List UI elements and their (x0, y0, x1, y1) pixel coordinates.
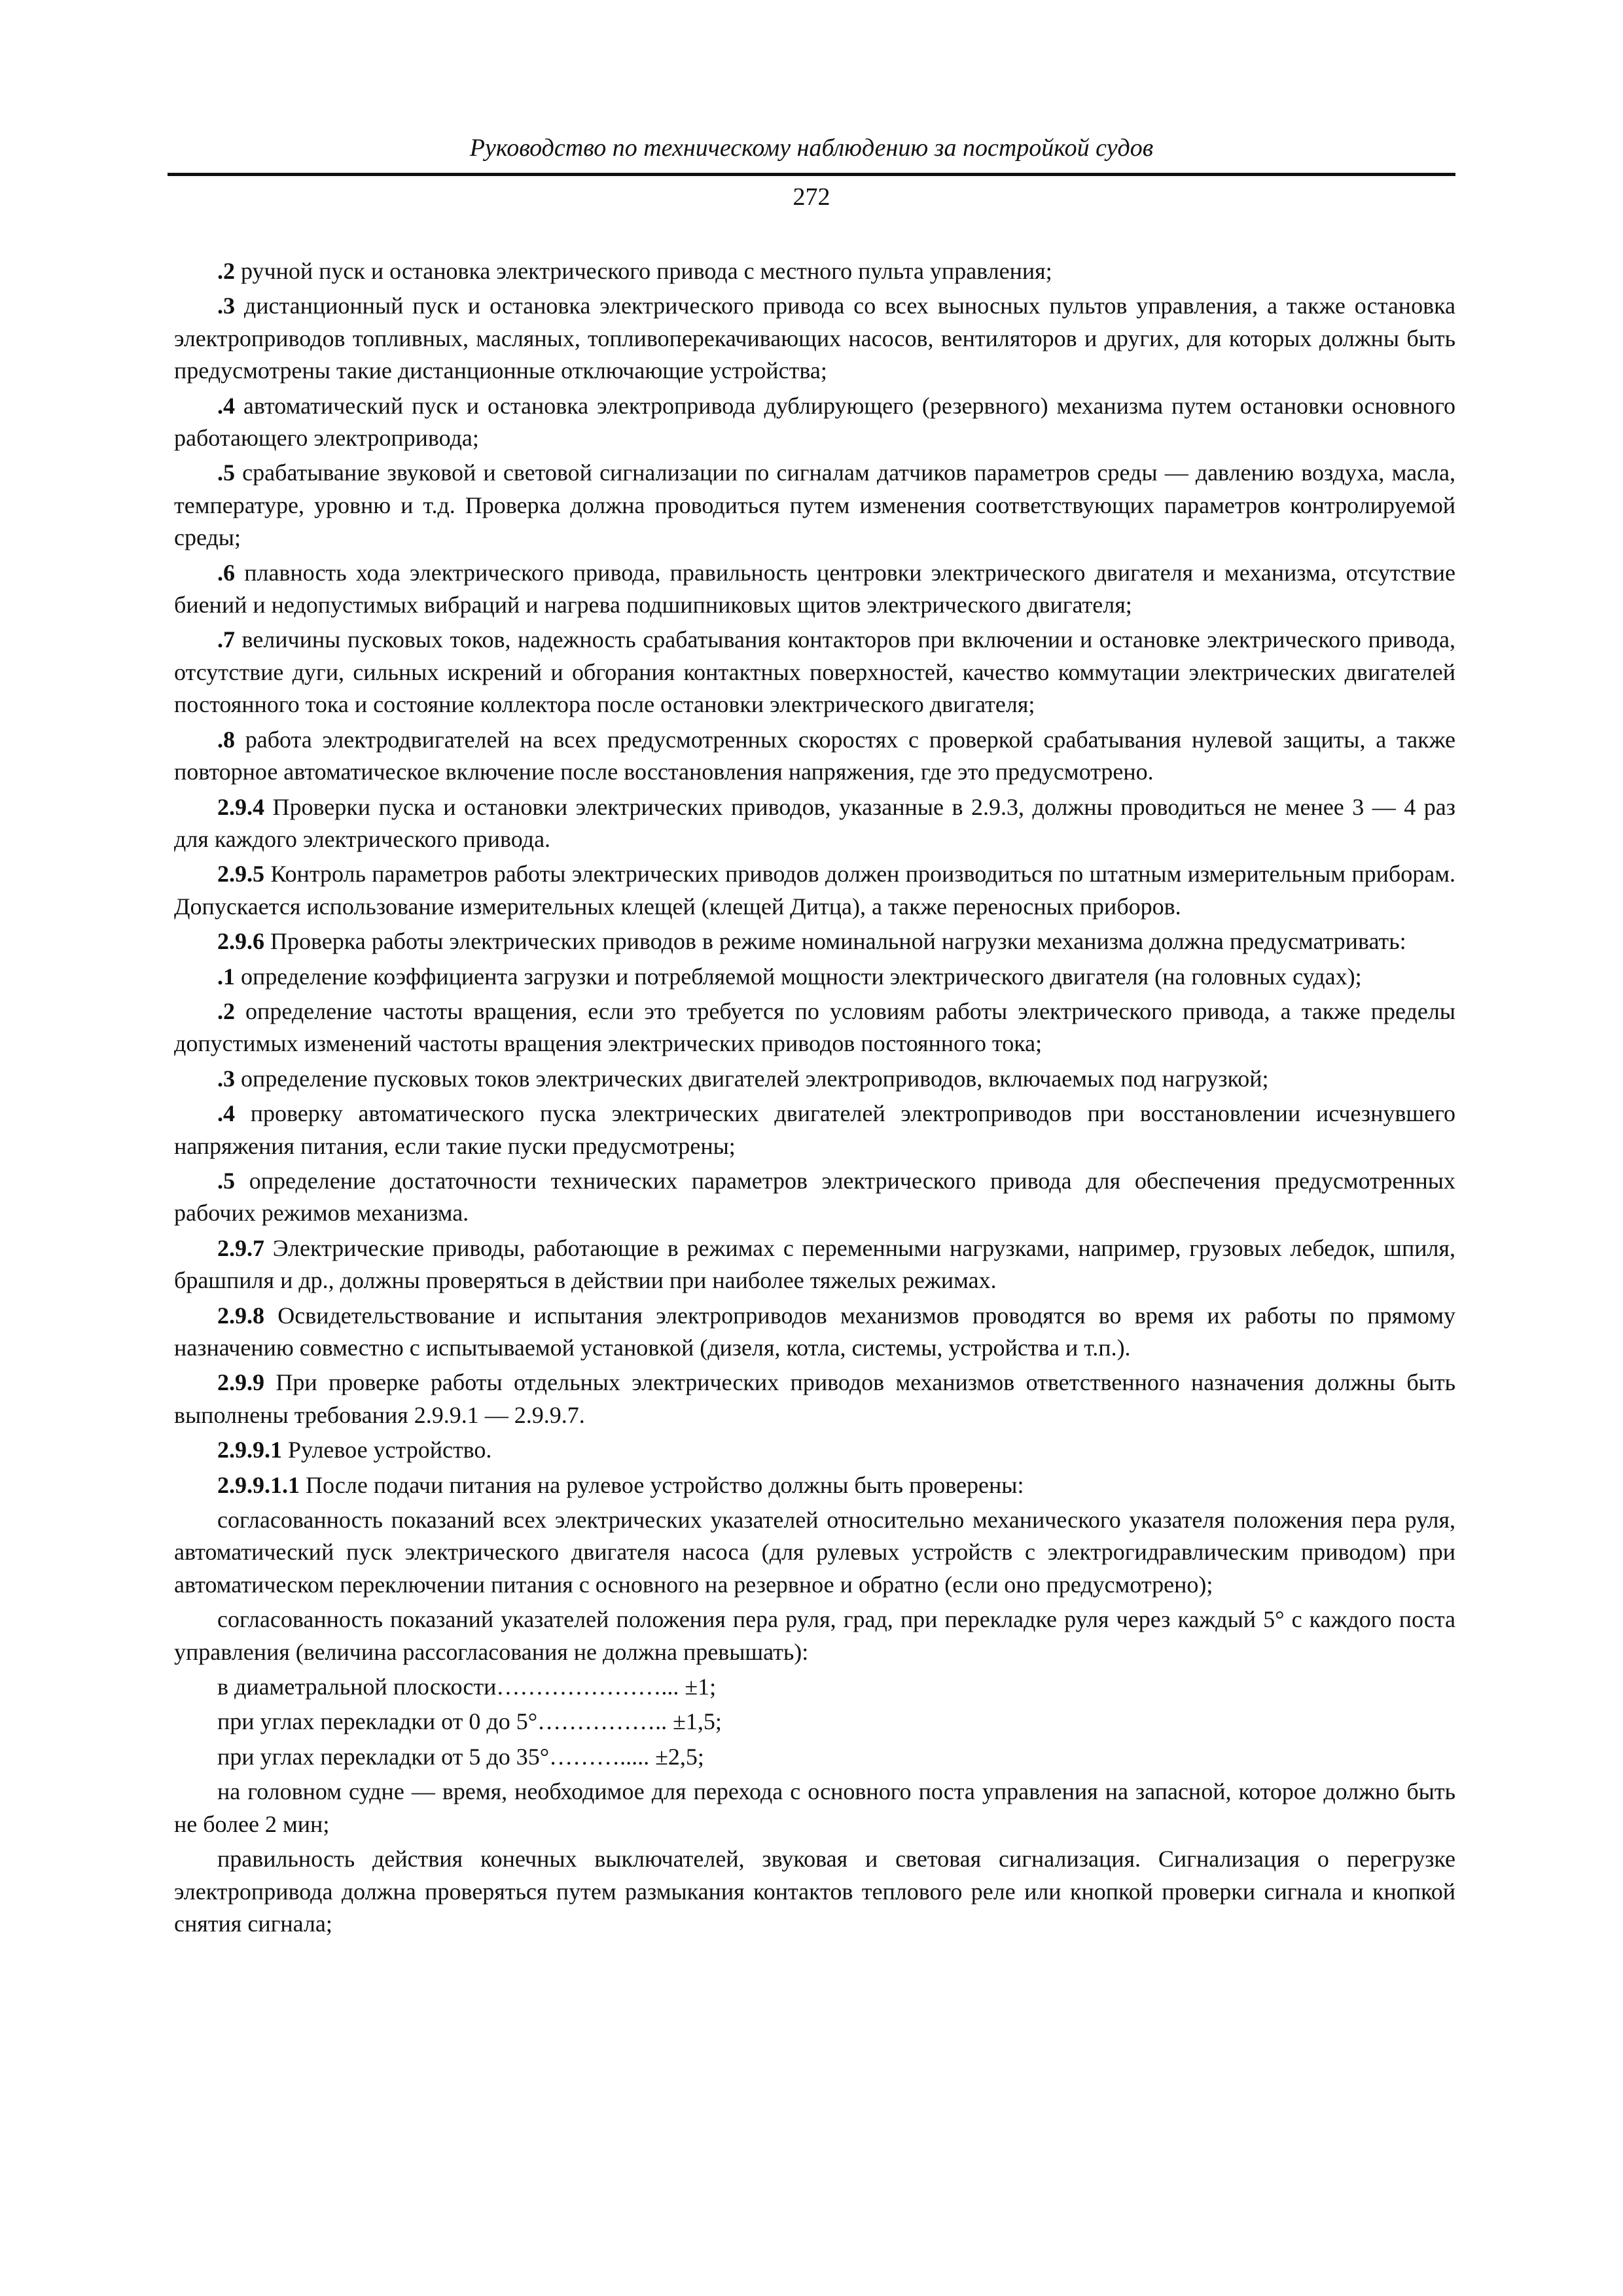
paragraph-text: согласованность показаний всех электрических указателей относительно механического указателя положения пера руля, автоматический пуск электрического двигателя насоса (для рулевых устройств с электрогидравлическим приводом) при автоматическом переключении питания с основного на резервное и обратно (если оно предусмотрено); (174, 1507, 1455, 1598)
paragraph (174, 1469, 1455, 1501)
paragraph (174, 1063, 1455, 1095)
paragraph-text: при углах перекладки от 0 до 5°…………….. ±1,5; (217, 1708, 722, 1735)
paragraph-number: 2.9.9.1.1 (217, 1471, 300, 1498)
paragraph-text: работа электродвигателей на всех предусмотренных скоростях с проверкой срабатывания нулевой защиты, а также повторное автоматическое включение после восстановления напряжения, где это предусмотрено. (174, 726, 1455, 785)
paragraph-text: Электрические приводы, работающие в режимах с переменными нагрузками, например, грузовых лебедок, шпиля, брашпиля и др., должны проверяться в действии при наиболее тяжелых режимах. (174, 1234, 1455, 1294)
header-divider (168, 173, 1455, 176)
paragraph (174, 1706, 1455, 1738)
paragraph (174, 390, 1455, 455)
running-header-title: Руководство по техническому наблюдению за постройкой судов (469, 134, 1154, 162)
paragraph-number: .4 (217, 392, 235, 419)
paragraph (174, 858, 1455, 923)
paragraph-number: .4 (217, 1100, 235, 1127)
paragraph-number: 2.9.5 (217, 861, 264, 888)
paragraph-text: при углах перекладки от 5 до 35°………..... ±2,5; (217, 1743, 704, 1770)
paragraph-text: При проверке работы отдельных электрических приводов механизмов ответственного назначения должны быть выполнены требования 2.9.9.1 — 2.9.9.7. (174, 1369, 1455, 1428)
paragraph-number: .5 (217, 459, 235, 486)
paragraph (174, 290, 1455, 387)
paragraph-text: величины пусковых токов, надежность срабатывания контакторов при включении и остановке электрического привода, отсутствие дуги, сильных искрений и обгорания контактных поверхностей, качество коммутации электрических двигателей постоянного тока и состояние коллектора после остановки электрического двигателя; (174, 626, 1455, 718)
paragraph (174, 1098, 1455, 1162)
paragraph (174, 791, 1455, 856)
paragraph (174, 724, 1455, 789)
paragraph (174, 1741, 1455, 1773)
paragraph-text: правильность действия конечных выключателей, звуковая и световая сигнализация. Сигнализация о перегрузке электропривода должна проверяться путем размыкания контактов теплового реле или кнопкой проверки сигнала и кнопкой снятия сигнала; (174, 1846, 1455, 1937)
paragraph-number: .1 (217, 963, 235, 990)
paragraph-text: Освидетельствование и испытания электроприводов механизмов проводятся во время их работы по прямому назначению совместно с испытываемой установкой (дизеля, котла, системы, устройства и т.п.). (174, 1302, 1455, 1361)
paragraph (174, 255, 1455, 287)
paragraph-number: 2.9.9 (217, 1369, 264, 1396)
paragraph (174, 1300, 1455, 1365)
paragraph (174, 1367, 1455, 1431)
paragraph-text: дистанционный пуск и остановка электрического привода со всех выносных пультов управления, а также остановка электроприводов топливных, масляных, топливоперекачивающих насосов, вентиляторов и других, для которых должны быть предусмотрены такие дистанционные отключающие устройства; (174, 293, 1455, 384)
paragraph (174, 557, 1455, 622)
paragraph-number: 2.9.9.1 (217, 1437, 282, 1463)
paragraph-text: Проверка работы электрических приводов в режиме номинальной нагрузки механизма должна предусматривать: (264, 928, 1406, 955)
paragraph (174, 1604, 1455, 1668)
paragraph-text: согласованность показаний указателей положения пера руля, град, при перекладке руля через каждый 5° с каждого поста управления (величина рассогласования не должна превышать): (174, 1606, 1455, 1665)
paragraph-text: на головном судне — время, необходимое для перехода с основного поста управления на запасной, которое должно быть не более 2 мин; (174, 1778, 1455, 1837)
paragraph (174, 1232, 1455, 1297)
paragraph (174, 925, 1455, 958)
paragraph-number: .5 (217, 1167, 235, 1194)
paragraph-text: срабатывание звуковой и световой сигнализации по сигналам датчиков параметров среды — давлению воздуха, масла, температуре, уровню и т.д. Проверка должна проводиться путем изменения соответствующих параметров контролируемой среды; (174, 459, 1455, 551)
paragraph-text: в диаметральной плоскости…………………... ±1; (217, 1674, 717, 1700)
paragraph-text: определение частоты вращения, если это требуется по условиям работы электрического привода, а также пределы допустимых изменений частоты вращения электрических приводов постоянного тока; (174, 997, 1455, 1057)
paragraph-number: .3 (217, 293, 235, 319)
paragraph-text: определение пусковых токов электрических двигателей электроприводов, включаемых под нагрузкой; (235, 1065, 1269, 1092)
paragraph-number: .7 (217, 626, 235, 653)
paragraph-number: 2.9.6 (217, 928, 264, 955)
paragraph (174, 624, 1455, 721)
paragraph-text: Контроль параметров работы электрических приводов должен производиться по штатным измерительным приборам. Допускается использование измерительных клещей (клещей Дитца), а также переносных приборов. (174, 861, 1455, 920)
paragraph-number: 2.9.4 (217, 793, 264, 820)
paragraph-text: автоматический пуск и остановка электропривода дублирующего (резервного) механизма путем остановки основного работающего электропривода; (174, 392, 1455, 452)
paragraph-text: После подачи питания на рулевое устройство должны быть проверены: (300, 1471, 1024, 1498)
paragraph-number: .2 (217, 997, 235, 1024)
paragraph-number: .6 (217, 559, 235, 586)
paragraph-text: Рулевое устройство. (282, 1437, 492, 1463)
paragraph-number: .8 (217, 726, 235, 753)
paragraph (174, 1843, 1455, 1940)
paragraph-number: .2 (217, 258, 235, 284)
paragraph-text: ручной пуск и остановка электрического привода с местного пульта управления; (235, 258, 1052, 284)
paragraph-text: определение коэффициента загрузки и потребляемой мощности электрического двигателя (на головных судах); (235, 963, 1362, 990)
paragraph (174, 1165, 1455, 1230)
paragraph (174, 1504, 1455, 1601)
paragraph-number: 2.9.7 (217, 1234, 264, 1261)
paragraph-text: проверку автоматического пуска электрических двигателей электроприводов при восстановлении исчезнувшего напряжения питания, если такие пуски предусмотрены; (174, 1100, 1455, 1159)
paragraph (174, 1776, 1455, 1840)
paragraph-text: определение достаточности технических параметров электрического привода для обеспечения предусмотренных рабочих режимов механизма. (174, 1167, 1455, 1227)
paragraph (174, 996, 1455, 1060)
page-number: 272 (793, 183, 830, 211)
paragraph (174, 961, 1455, 993)
paragraph-text: Проверки пуска и остановки электрических приводов, указанные в 2.9.3, должны проводиться не менее 3 — 4 раз для каждого электрического привода. (174, 793, 1455, 852)
paragraph (174, 457, 1455, 554)
paragraph-text: плавность хода электрического привода, правильность центровки электрического двигателя и механизма, отсутствие биений и недопустимых вибраций и нагрева подшипниковых щитов электрического двигателя; (174, 559, 1455, 619)
paragraph (174, 1434, 1455, 1466)
document-body (174, 255, 1455, 1940)
paragraph-number: .3 (217, 1065, 235, 1092)
paragraph-number: 2.9.8 (217, 1302, 264, 1329)
paragraph (174, 1671, 1455, 1703)
